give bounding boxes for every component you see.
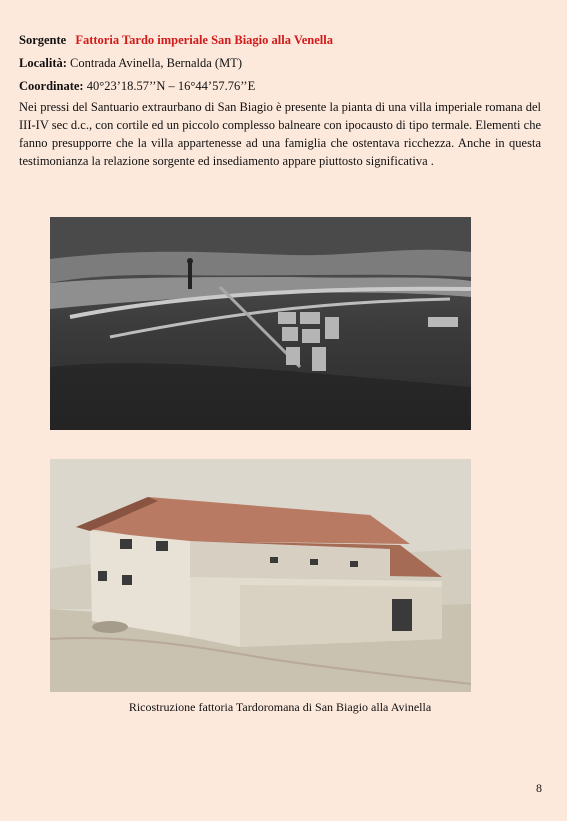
source-label: Sorgente [19, 33, 67, 47]
source-line [19, 32, 333, 48]
location-value: Contrada Avinella, Bernalda (MT) [70, 56, 242, 70]
coordinates-value: 40°23’18.57’’N – 16°44’57.76’’E [86, 79, 256, 93]
description-paragraph: Nei pressi del Santuario extraurbano di San Biagio è presente la pianta di una villa imperiale romana del III-IV sec d.c., con cortile ed un piccolo complesso balneare con ipocausto di tipo termale. Elementi che fanno presupporre che la villa appartenesse ad una famiglia che ostentava ricchezza. Anche in questa testimonianza la relazione sorgente ed insediamento appare piuttosto significativa . [19, 100, 541, 168]
page-number: 8 [536, 781, 542, 795]
figure-caption: Ricostruzione fattoria Tardoromana di San Biagio alla Avinella [128, 700, 432, 714]
location-line [19, 55, 242, 71]
reconstruction-drawing [50, 459, 471, 692]
excavation-photo [50, 217, 471, 430]
coordinates-line [19, 78, 255, 94]
location-label: Località: [19, 56, 67, 70]
coordinates-label: Coordinate: [19, 79, 84, 93]
source-title: Fattoria Tardo imperiale San Biagio alla Venella [75, 33, 333, 47]
